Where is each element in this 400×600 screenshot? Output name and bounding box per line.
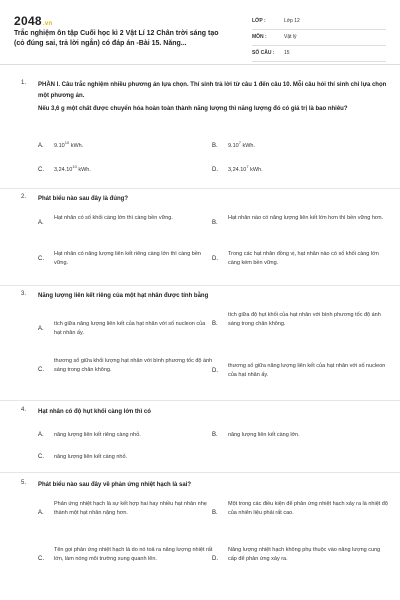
option-letter: B. <box>212 321 218 327</box>
option-text: thương số giữa năng lượng liên kết của hạt nhân với số nucleon của hạt nhân ấy. <box>228 363 386 378</box>
option-text: năng lượng liên kết riêng càng nhỏ. <box>54 432 141 438</box>
question-intro: PHẦN I. Câu trắc nghiệm nhiều phương án lựa chọn. Thí sinh trả lời từ câu 1 đến câu 10. Mỗi câu hỏi thí sinh chỉ lựa chọn một phương án. <box>38 82 387 99</box>
divider <box>0 285 400 286</box>
document-meta <box>252 14 386 62</box>
option-text: Một trong các điều kiện để phản ứng nhiệt hạch xảy ra là nhiệt độ của nhiên liệu phải rất cao. <box>228 501 388 516</box>
question-number: 3. <box>21 291 27 297</box>
page-header <box>0 0 400 65</box>
question-4 <box>0 407 400 471</box>
option-letter: C. <box>38 256 44 262</box>
divider <box>0 400 400 401</box>
option-letter: C. <box>38 367 44 373</box>
option-letter: A. <box>38 510 44 516</box>
logo-accent: .vn <box>42 21 53 27</box>
option-letter: A. <box>38 220 44 226</box>
option-text: Hạt nhân có năng lượng liên kết riêng càng lớn thì càng bền vững. <box>54 251 201 266</box>
option-letter: C. <box>38 454 44 460</box>
option-text: 3,24.10$^7$ kWh. <box>228 164 263 173</box>
meta-row-subject <box>252 30 386 46</box>
option-text: năng lượng liên kết càng nhỏ. <box>54 454 128 460</box>
question-number: 5. <box>21 480 27 486</box>
option-letter: A. <box>38 143 44 149</box>
option-text: 9.10$^{10}$ kWh. <box>54 140 84 149</box>
question-5 <box>0 480 400 600</box>
site-logo[interactable] <box>14 14 52 28</box>
question-text <box>38 80 393 115</box>
question-prompt: Nếu 3,6 g một chất được chuyển hóa hoàn toàn thành năng lượng thì năng lượng đó có giá trị là bao nhiêu? <box>38 106 348 112</box>
question-2 <box>0 194 400 284</box>
meta-row-grade <box>252 14 386 30</box>
option-text: Hạt nhân có số khối càng lớn thì càng bền vững. <box>54 215 173 221</box>
option-text: thương số giữa khối lượng hạt nhân với bình phương tốc độ ánh sáng trong chân không. <box>54 358 213 373</box>
divider <box>0 188 400 189</box>
question-text: Phát biểu nào sau đây về phản ứng nhiệt hạch là sai? <box>38 482 192 488</box>
option-text: Năng lượng nhiệt hạch không phụ thuộc vào năng lượng cung cấp để phản ứng xảy ra. <box>228 547 381 562</box>
logo-main: 2048 <box>14 14 42 28</box>
question-number: 4. <box>21 407 27 413</box>
option-text: tích giữa năng lượng liên kết của hạt nhân với số nucleon của hạt nhân ấy. <box>54 321 206 336</box>
question-3 <box>0 291 400 401</box>
option-letter: B. <box>212 220 218 226</box>
option-letter: A. <box>38 432 44 438</box>
document-title: Trắc nghiệm ôn tập Cuối học kì 2 Vật Lí 12 Chân trời sáng tạo (cỏ đúng sai, trả lời ngắn) có đáp án -Bài 15. Năng... <box>14 30 219 47</box>
option-letter: A. <box>38 326 44 332</box>
question-text: Hạt nhân có độ hụt khối càng lớn thì có <box>38 409 151 415</box>
meta-row-count <box>252 46 386 62</box>
option-text: Hạt nhân nào có năng lượng liên kết lớn hơn thì bền vững hơn. <box>228 215 384 221</box>
option-letter: C. <box>38 167 44 173</box>
option-text: Phản ứng nhiệt hạch là sự kết hợp hai hay nhiều hạt nhân nhẹ thành một hạt nhân nặng hơn. <box>54 501 207 516</box>
question-1 <box>0 80 400 190</box>
option-letter: B. <box>212 143 218 149</box>
meta-label: MÔN : <box>252 34 267 40</box>
option-letter: D. <box>212 256 218 262</box>
option-text: Trong các hạt nhân đồng vị, hạt nhân nào có số khối càng lớn càng kém bền vững. <box>228 251 379 266</box>
meta-label: LỚP : <box>252 18 266 24</box>
meta-value: 15 <box>284 50 290 56</box>
option-letter: B. <box>212 510 218 516</box>
option-text: Tên gọi phản ứng nhiệt hạch là do nó toả ra năng lượng nhiệt rất lớn, làm nóng môi trường xung quanh lên. <box>54 547 213 562</box>
option-letter: C. <box>38 556 44 562</box>
question-text: Phát biểu nào sau đây là đúng? <box>38 196 129 202</box>
divider <box>0 472 400 473</box>
option-text: năng lượng liên kết càng lớn. <box>228 432 300 438</box>
question-text: Năng lượng liên kết riêng của một hạt nhân được tính bằng <box>38 293 209 299</box>
option-text: 3,24.10$^{10}$ kWh. <box>54 164 91 173</box>
question-number: 2. <box>21 194 27 200</box>
option-text: tích giữa độ hụt khối của hạt nhân với bình phương tốc độ ánh sáng trong chân không. <box>228 312 381 327</box>
meta-label: SỐ CÂU : <box>252 50 275 56</box>
option-letter: D. <box>212 167 218 173</box>
meta-value: Vật lý <box>284 34 297 40</box>
option-letter: D. <box>212 368 218 374</box>
question-number: 1. <box>21 80 27 86</box>
option-text: 9.10$^7$ kWh. <box>228 140 256 149</box>
meta-value: Lớp 12 <box>284 18 300 24</box>
option-letter: D. <box>212 556 218 562</box>
option-letter: B. <box>212 432 218 438</box>
